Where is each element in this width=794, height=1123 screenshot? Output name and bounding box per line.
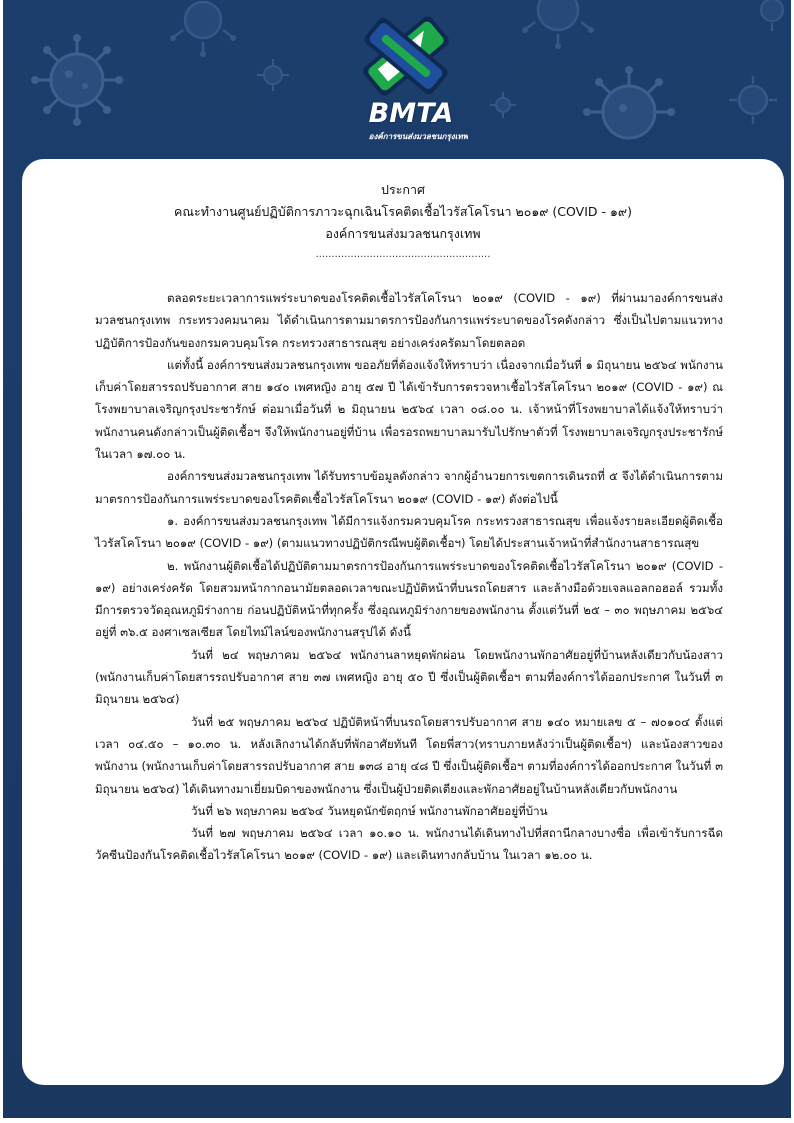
timeline-item: วันที่ ๒๗ พฤษภาคม ๒๕๖๔ เวลา ๑๐.๑๐ น. พนักงานได้เดินทางไปที่สถานีกลางบางซื่อ เพื่อเข้ารับการฉีดวัคซีนป้องกันโรคติดเชื้อไวรัสโคโรนา ๒๐๑๙ (COVID - ๑๙) และเดินทางกลับบ้าน ในเวลา ๑๒.๐๐ น. <box>95 826 723 863</box>
announcement-body <box>95 287 723 867</box>
virus-icon <box>163 0 243 60</box>
organization-name: องค์การขนส่งมวลชนกรุงเทพ <box>325 226 481 241</box>
virus-icon <box>488 90 518 120</box>
paragraph-response: องค์การขนส่งมวลชนกรุงเทพ ได้รับทราบข้อมูลดังกล่าว จากผู้อำนวยการเขตการเดินรถที่ ๕ จึงได้ดำเนินการตามมาตรการป้องกันการแพร่ระบาดของโรคติดเชื้อไวรัสโคโรนา ๒๐๑๙ (COVID - ๑๙) ดังต่อไปนี้ <box>95 469 723 506</box>
announcement-card <box>22 159 784 1085</box>
virus-icon <box>253 55 293 95</box>
timeline-item: วันที่ ๒๕ พฤษภาคม ๒๕๖๔ ปฏิบัติหน้าที่บนรถโดยสารปรับอากาศ สาย ๑๔๐ หมายเลข ๕ – ๗๐๑๐๔ ตั้งแต่เวลา ๐๔.๕๐ – ๑๐.๓๐ น. หลังเลิกงานได้กลับที่พักอาศัยทันที โดยพี่สาว(ทราบภายหลังว่าเป็นผู้ติดเชื้อฯ) และน้องสาวของพนักงาน (พนักงานเก็บค่าโดยสารรถปรับอากาศ สาย ๑๓๘ อายุ ๔๘ ปี ซึ่งเป็นผู้ติดเชื้อฯ ตามที่องค์การได้ออกประกาศ ในวันที่ ๓ มิถุนายน ๒๕๖๔) ได้เดินทางมาเยี่ยมบิดาของพนักงาน ซึ่งเป็นผู้ป่วยติดเตียงและพักอาศัยอยู่ในบ้านหลังเดียวกับพนักงาน <box>95 714 723 796</box>
paragraph-intro: ตลอดระยะเวลาการแพร่ระบาดของโรคติดเชื้อไวรัสโคโรนา ๒๐๑๙ (COVID - ๑๙) ที่ผ่านมาองค์การขนส่งมวลชนกรุงเทพ กระทรวงคมนาคม ได้ดำเนินการตามมาตรการป้องกันการแพร่ระบาดของโรคดังกล่าว ซึ่งเป็นไปตามแนวทางปฏิบัติการป้องกันของกรมควบคุมโรค กระทรวงสาธารณสุข อย่างเคร่งครัดมาโดยตลอด <box>95 291 723 350</box>
logo-wordmark: BMTA <box>368 98 454 129</box>
virus-icon <box>579 62 679 162</box>
announcement-label: ประกาศ <box>381 182 425 197</box>
paragraph-measure-2: ๒. พนักงานผู้ติดเชื้อได้ปฏิบัติตามมาตรการป้องกันการแพร่ระบาดของโรคติดเชื้อไวรัสโคโรนา ๒๐๑๙ (COVID - ๑๙) อย่างเคร่งครัด โดยสวมหน้ากากอนามัยตลอดเวลาขณะปฏิบัติหน้าที่บนรถโดยสาร และล้างมือด้วยเจลแอลกอฮอล์ รวมทั้ง มีการตรวจวัดอุณหภูมิร่างกาย ก่อนปฏิบัติหน้าที่ทุกครั้ง ซึ่งอุณหภูมิร่างกายของพนักงาน ตั้งแต่วันที่ ๒๕ – ๓๐ พฤษภาคม ๒๕๖๔ อยู่ที่ ๓๖.๕ องศาเซลเซียส โดยไทม์ไลน์ของพนักงานสรุปได้ ดังนี้ <box>95 558 723 640</box>
paragraph-measure-1: ๑. องค์การขนส่งมวลชนกรุงเทพ ได้มีการแจ้งกรมควบคุมโรค กระทรวงสาธารณสุข เพื่อแจ้งรายละเอียดผู้ติดเชื้อไวรัสโคโรนา ๒๐๑๙ (COVID - ๑๙) (ตามแนวทางปฏิบัติกรณีพบผู้ติดเชื้อฯ) โดยได้ประสานเจ้าหน้าที่สำนักงานสาธารณสุข <box>95 513 723 551</box>
timeline-item: วันที่ ๒๖ พฤษภาคม ๒๕๖๔ วันหยุดนักขัตฤกษ์ พนักงานพักอาศัยอยู่ที่บ้าน <box>191 803 548 818</box>
committee-title: คณะทำงานศูนย์ปฏิบัติการภาวะฉุกเฉินโรคติดเชื้อไวรัสโคโรนา ๒๐๑๙ (COVID - ๑๙) <box>174 204 632 219</box>
separator: ....................................................... <box>315 249 491 260</box>
timeline-item: วันที่ ๒๔ พฤษภาคม ๒๕๖๔ พนักงานลาหยุดพักผ่อน โดยพนักงานพักอาศัยอยู่ที่บ้านหลังเดียวกับน้องสาว (พนักงานเก็บค่าโดยสารรถปรับอากาศ สาย ๓๗ เพศหญิง อายุ ๕๐ ปี ซึ่งเป็นผู้ติดเชื้อฯ ตามที่องค์การได้ออกประกาศ ในวันที่ ๓ มิถุนายน ๒๕๖๔) <box>95 647 723 707</box>
logo-subtitle: องค์การขนส่งมวลชนกรุงเทพ <box>368 132 468 141</box>
announcement-header <box>22 179 784 261</box>
paragraph-case-detail: แต่ทั้งนี้ องค์การขนส่งมวลชนกรุงเทพ ขออภัยที่ต้องแจ้งให้ทราบว่า เนื่องจากเมื่อวันที่ ๑ มิถุนายน ๒๕๖๔ พนักงานเก็บค่าโดยสารรถปรับอากาศ สาย ๑๔๐ เพศหญิง อายุ ๕๗ ปี ได้เข้ารับการตรวจหาเชื้อไวรัสโคโรนา ๒๐๑๙ (COVID - ๑๙) ณ โรงพยาบาลเจริญกรุงประชารักษ์ ต่อมาเมื่อวันที่ ๒ มิถุนายน ๒๕๖๔ เวลา ๐๘.๐๐ น. เจ้าหน้าที่โรงพยาบาลได้แจ้งให้ทราบว่า พนักงานคนดังกล่าวเป็นผู้ติดเชื้อฯ จึงให้พนักงานอยู่ที่บ้าน เพื่อรอรถพยาบาลมารับไปรักษาตัวที่ โรงพยาบาลเจริญกรุงประชารักษ์ ในเวลา ๑๗.๐๐ น. <box>95 357 723 462</box>
virus-icon <box>513 0 603 50</box>
virus-icon <box>748 0 793 35</box>
virus-icon <box>723 70 783 130</box>
virus-icon <box>27 30 127 130</box>
